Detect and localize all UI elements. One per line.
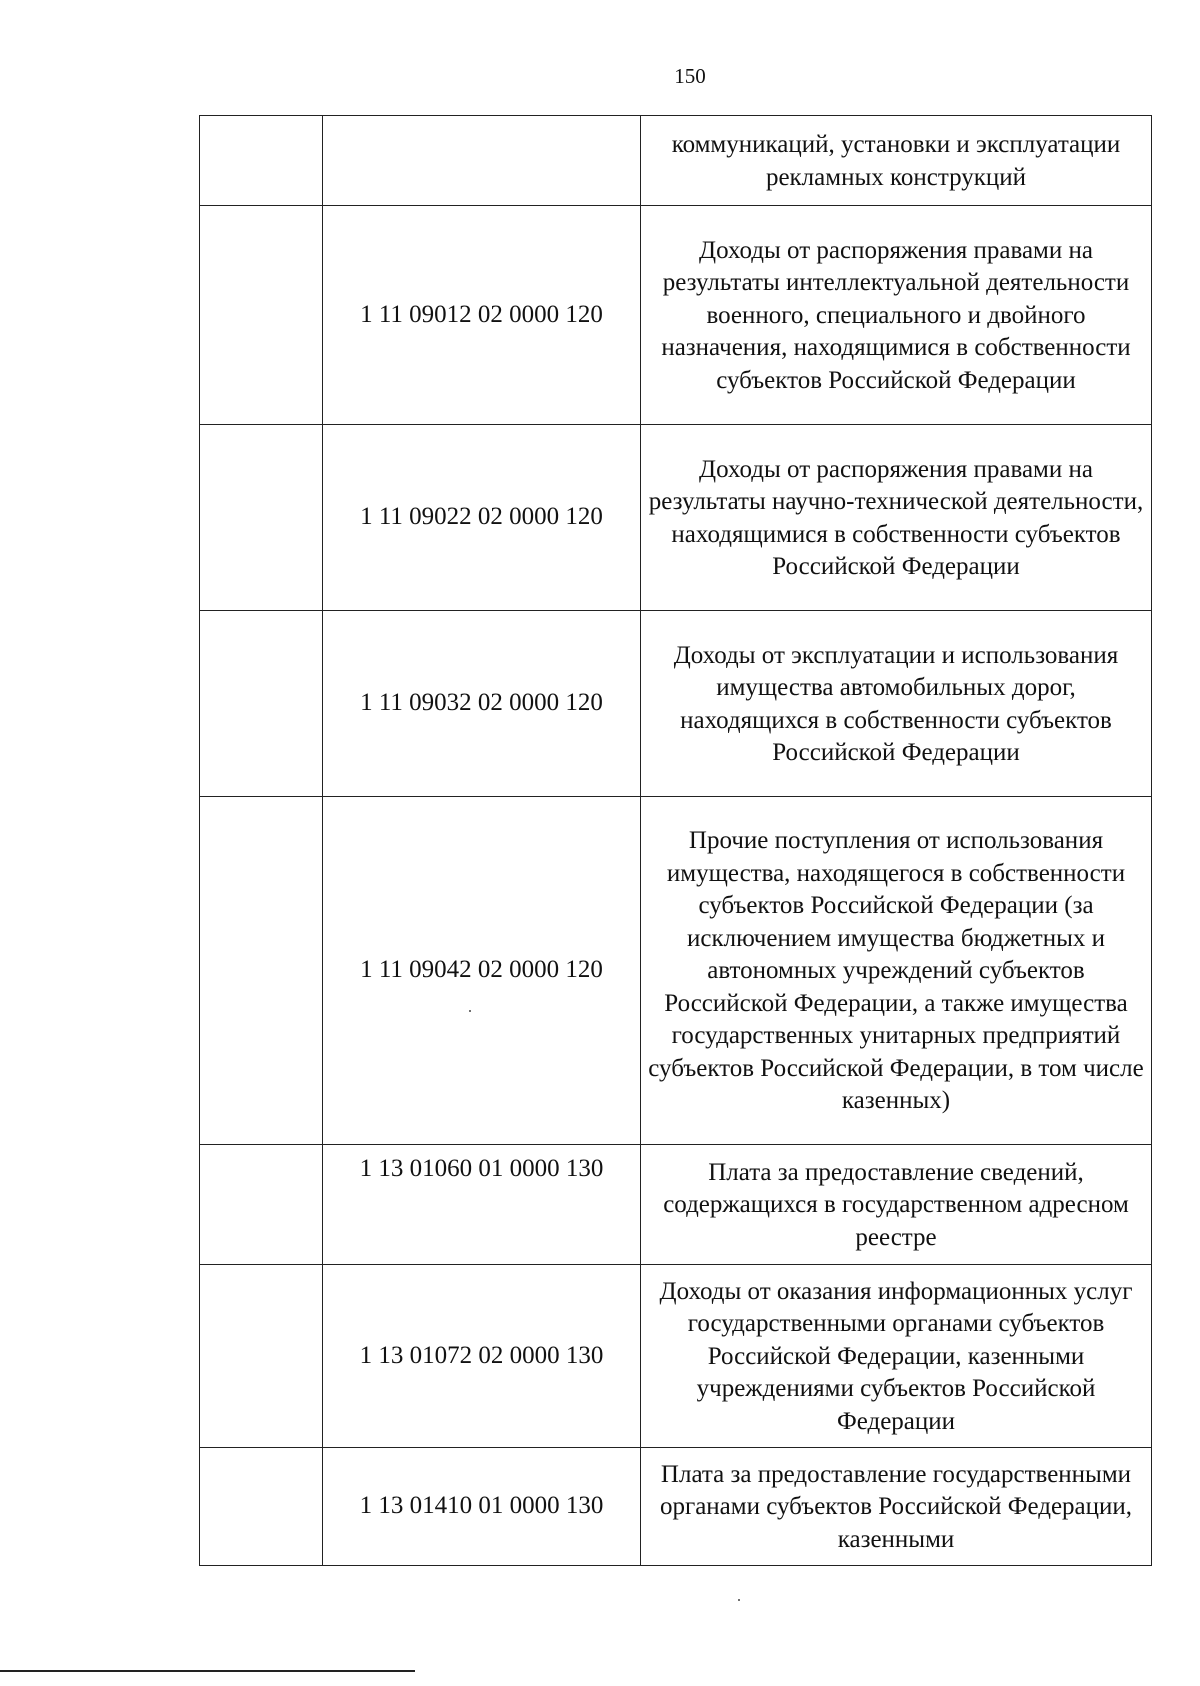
table-cell-description <box>641 1265 1152 1448</box>
table-cell-description <box>641 611 1152 797</box>
table-cell-description <box>641 1145 1152 1265</box>
revenue-code-table <box>199 115 1144 1566</box>
table-cell-code: 1 11 09012 02 0000 120 <box>323 206 641 425</box>
table-row <box>200 116 1152 206</box>
table-cell-empty <box>200 116 323 206</box>
table-row <box>200 1265 1152 1448</box>
table-cell-description <box>641 425 1152 611</box>
description-text: коммуникаций, установки и эксплуатации рекламных конструкций <box>671 131 1121 191</box>
table-cell-description <box>641 206 1152 425</box>
table-cell-code <box>323 116 641 206</box>
table-cell-empty <box>200 611 323 797</box>
description-text: Доходы от оказания информационных услуг государственными органами субъектов Российской Федерации, казенными учреждениями субъектов Российской Федерации <box>659 1277 1133 1435</box>
footnote-separator-line <box>0 1670 415 1672</box>
table-row <box>200 206 1152 425</box>
page-number: 150 <box>674 64 706 88</box>
description-text: Доходы от распоряжения правами на результаты научно-технической деятельности, находящимися в собственности субъектов Российской Федерации <box>648 455 1144 580</box>
table-cell-description <box>641 1448 1152 1566</box>
table-row <box>200 611 1152 797</box>
table-cell-code: 1 11 09022 02 0000 120 <box>323 425 641 611</box>
table-cell-empty <box>200 206 323 425</box>
description-text: Плата за предоставление сведений, содержащихся в государственном адресном реестре <box>663 1158 1129 1251</box>
revenue-code-table-grid <box>199 115 1152 1566</box>
table-cell-code: 1 13 01410 01 0000 130 <box>323 1448 641 1566</box>
table-row <box>200 797 1152 1145</box>
table-cell-description <box>641 797 1152 1145</box>
table-cell-code: 1 11 09042 02 0000 120 <box>323 797 641 1145</box>
table-cell-description <box>641 116 1152 206</box>
scan-speck <box>738 1599 740 1601</box>
description-text: Доходы от распоряжения правами на результаты интеллектуальной деятельности военного, специального и двойного назначения, находящимися в собственности субъектов Российской Федерации <box>661 236 1131 394</box>
description-text: Прочие поступления от использования имущества, находящегося в собственности субъектов Российской Федерации (за исключением имущества бюджетных и автономных учреждений субъектов Российской Федерации, а также имущества государственных унитарных предприятий субъектов Российской Федерации, в том числе казенных) <box>648 827 1144 1115</box>
table-row <box>200 1448 1152 1566</box>
table-cell-code: 1 13 01060 01 0000 130 <box>323 1145 641 1265</box>
description-text: Плата за предоставление государственными органами субъектов Российской Федерации, казенными <box>659 1460 1133 1553</box>
scan-speck <box>469 1010 471 1012</box>
table-row <box>200 425 1152 611</box>
table-cell-empty <box>200 1265 323 1448</box>
table-row <box>200 1145 1152 1265</box>
table-cell-empty <box>200 797 323 1145</box>
table-cell-empty <box>200 1145 323 1265</box>
table-cell-code: 1 13 01072 02 0000 130 <box>323 1265 641 1448</box>
table-cell-code: 1 11 09032 02 0000 120 <box>323 611 641 797</box>
description-text: Доходы от эксплуатации и использования имущества автомобильных дорог, находящихся в собственности субъектов Российской Федерации <box>673 641 1119 766</box>
table-cell-empty <box>200 425 323 611</box>
table-cell-empty <box>200 1448 323 1566</box>
